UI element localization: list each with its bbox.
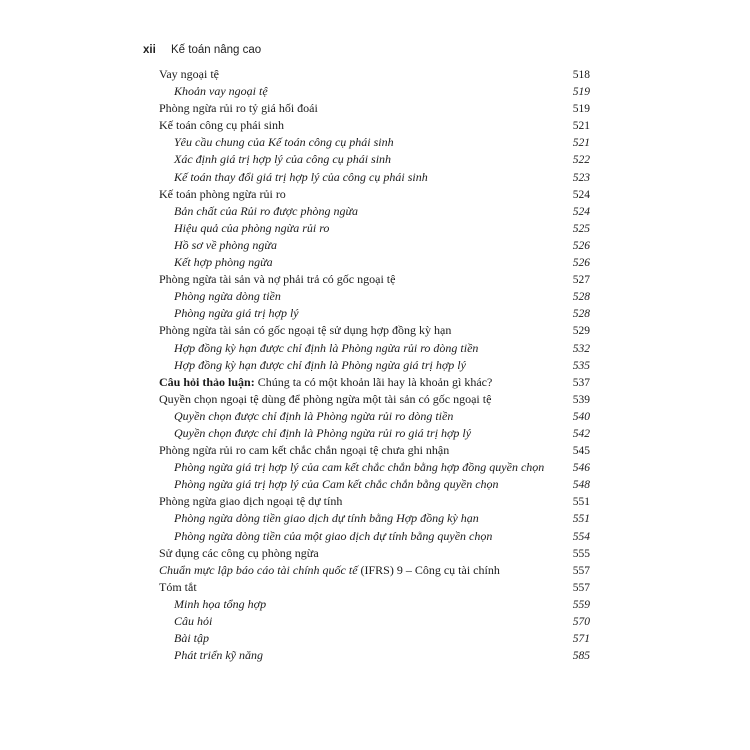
toc-subsection [159, 237, 590, 254]
toc-entry-title [174, 408, 453, 425]
toc-subsection [159, 305, 590, 322]
toc-subsection [159, 203, 590, 220]
toc-page-number: 526 [572, 257, 590, 270]
toc-section [159, 322, 590, 339]
toc-entry-text: Phòng ngừa rủi ro cam kết chắc chắn ngoại tệ chưa ghi nhận [159, 443, 450, 458]
toc-entry-text: Xác định giá trị hợp lý của công cụ phái sinh [174, 152, 392, 167]
toc-page-number: 546 [572, 462, 590, 475]
toc-entry-title [174, 340, 478, 357]
toc-entry-title [159, 545, 319, 562]
toc-page-number: 570 [572, 616, 590, 628]
toc-entry-title [159, 186, 286, 203]
toc-page-number: 535 [572, 359, 590, 372]
toc-page-number: 524 [572, 205, 590, 218]
toc-entry-title [174, 83, 268, 100]
toc-entry-title [159, 322, 451, 339]
toc-entry-text: Hồ sơ về phòng ngừa [174, 237, 277, 252]
toc-page-number: 542 [572, 427, 590, 440]
toc-entry-text: Phòng ngừa giá trị hợp lý của Cam kết chắc chắn bằng quyền chọn [174, 477, 499, 492]
toc-subsection [159, 459, 590, 476]
toc-entry-text: Quyền chọn ngoại tệ dùng để phòng ngừa một tài sản có gốc ngoại tệ [159, 391, 492, 406]
toc-subsection [159, 408, 590, 425]
toc-page-number: 559 [572, 598, 590, 611]
toc-entry-title [174, 613, 212, 630]
toc-entry-title [159, 100, 318, 117]
toc-entry-title [174, 425, 471, 442]
toc-entry-text: Phòng ngừa giá trị hợp lý [174, 306, 299, 321]
toc-section [159, 100, 590, 117]
toc-entry-text: Phòng ngừa dòng tiền [174, 289, 281, 304]
toc-entry-title [159, 493, 342, 510]
toc-entry-title [159, 442, 449, 459]
toc-entry-title [174, 528, 492, 545]
toc-section [159, 579, 590, 596]
toc-subsection [159, 254, 590, 271]
toc-page-number: 539 [572, 393, 590, 406]
toc-entry-text: Hiệu quả của phòng ngừa rủi ro [174, 220, 330, 235]
toc-page-number: 518 [572, 69, 590, 81]
toc-subsection [159, 630, 590, 647]
toc-page-number: 529 [572, 325, 590, 338]
toc-entry-text: Vay ngoại tệ [159, 67, 219, 81]
toc-entry-text: Kết hợp phòng ngừa [174, 255, 273, 270]
toc-page-number: 521 [572, 120, 590, 133]
toc-entry-title [174, 169, 428, 186]
toc-section [159, 66, 590, 83]
toc-entry-text: Yêu cầu chung của Kế toán công cụ phái sinh [174, 135, 394, 150]
toc-entry-title [159, 66, 219, 83]
toc-page-number: 522 [572, 154, 590, 167]
toc-subsection [159, 151, 590, 168]
toc-page-number: 585 [572, 650, 590, 663]
toc-subsection [159, 476, 590, 493]
toc-section [159, 186, 590, 203]
toc-entry-title [159, 391, 491, 408]
toc-entry-bold-prefix: Câu hỏi thảo luận: [159, 374, 255, 389]
toc-entry-text: Quyền chọn được chỉ định là Phòng ngừa rủi ro dòng tiền [174, 408, 454, 423]
page-number: xii [143, 44, 156, 56]
toc-entry-text: Kế toán thay đổi giá trị hợp lý của công cụ phái sinh [174, 169, 428, 184]
toc-page-number: 540 [572, 410, 590, 423]
toc-subsection [159, 169, 590, 186]
toc-page-number: 557 [572, 564, 590, 577]
toc-entry-italic-prefix: Chuẩn mực lập báo cáo tài chính quốc tế [159, 562, 358, 577]
toc-page-number: 571 [572, 633, 590, 646]
toc-entry-title [174, 647, 263, 664]
toc-entry-title [159, 579, 197, 596]
toc-subsection [159, 220, 590, 237]
toc-entry-title [174, 220, 329, 237]
toc-section [159, 493, 590, 510]
toc-entry-text: Phòng ngừa rủi ro tỷ giá hối đoái [159, 101, 318, 116]
toc-entry-title [174, 630, 209, 647]
toc-page-number: 527 [572, 274, 590, 287]
toc-entry-title [159, 271, 395, 288]
toc-subsection [159, 613, 590, 630]
table-of-contents [159, 66, 590, 664]
toc-entry-title [174, 134, 394, 151]
toc-entry-title [174, 476, 499, 493]
toc-entry-title [174, 596, 266, 613]
toc-entry-text: Kế toán phòng ngừa rủi ro [159, 186, 286, 201]
toc-entry-title [159, 562, 500, 579]
toc-page-number: 557 [572, 581, 590, 594]
toc-page-number: 545 [572, 445, 590, 458]
toc-entry-text: Câu hỏi [174, 614, 213, 628]
toc-page-number: 528 [572, 291, 590, 304]
toc-section [159, 545, 590, 562]
toc-entry-title [174, 305, 299, 322]
toc-entry-text: Phòng ngừa giá trị hợp lý của cam kết chắc chắn bằng hợp đồng quyền chọn [174, 460, 545, 475]
toc-entry-title [174, 288, 281, 305]
toc-page-number: 526 [572, 239, 590, 252]
toc-entry-text: Bản chất của Rủi ro được phòng ngừa [174, 203, 359, 218]
toc-subsection [159, 83, 590, 100]
toc-entry-text: Tóm tắt [159, 579, 197, 594]
page-header [143, 44, 261, 56]
toc-entry-title [159, 374, 492, 391]
toc-page-number: 551 [572, 496, 590, 509]
toc-page-number: 519 [572, 86, 590, 99]
toc-entry-text: Phòng ngừa tài sản có gốc ngoại tệ sử dụng hợp đồng kỳ hạn [159, 323, 452, 338]
toc-entry-title [174, 151, 391, 168]
toc-subsection [159, 596, 590, 613]
toc-subsection [159, 425, 590, 442]
toc-subsection [159, 510, 590, 527]
toc-entry-text: Minh họa tổng hợp [174, 596, 267, 611]
toc-entry-text: Phát triển kỹ năng [174, 648, 263, 663]
toc-subsection [159, 357, 590, 374]
toc-entry-title [174, 510, 479, 527]
toc-page-number: 524 [572, 188, 590, 201]
toc-subsection [159, 340, 590, 357]
toc-subsection [159, 528, 590, 545]
toc-entry-text: Phòng ngừa dòng tiền của một giao dịch dự tính bằng quyền chọn [174, 528, 493, 543]
toc-entry-text: Phòng ngừa dòng tiền giao dịch dự tính bằng Hợp đồng kỳ hạn [174, 511, 479, 526]
toc-entry-text: Chúng ta có một khoản lãi hay là khoản gì khác? [254, 374, 493, 389]
toc-page-number: 523 [572, 171, 590, 184]
toc-entry-title [174, 357, 466, 374]
toc-entry-title [174, 254, 273, 271]
toc-page-number: 555 [572, 547, 590, 560]
toc-page-number: 551 [572, 513, 590, 526]
toc-entry-text: Phòng ngừa giao dịch ngoại tệ dự tính [159, 494, 343, 509]
toc-page-number: 525 [572, 222, 590, 235]
toc-page-number: 548 [572, 479, 590, 492]
toc-page-number: 532 [572, 342, 590, 355]
toc-section [159, 391, 590, 408]
toc-subsection [159, 134, 590, 151]
toc-entry-text: Phòng ngừa tài sản và nợ phải trả có gốc ngoại tệ [159, 272, 396, 287]
toc-page-number: 537 [572, 376, 590, 389]
toc-subsection [159, 647, 590, 664]
toc-section [159, 374, 590, 391]
toc-page-number: 554 [572, 530, 590, 543]
toc-entry-text: (IFRS) 9 – Công cụ tài chính [357, 562, 500, 577]
toc-section [159, 117, 590, 134]
toc-entry-text: Bài tập [174, 631, 209, 646]
toc-entry-title [174, 203, 358, 220]
toc-page-number: 521 [572, 137, 590, 150]
toc-entry-text: Khoản vay ngoại tệ [174, 84, 268, 99]
toc-entry-title [174, 459, 544, 476]
toc-entry-text: Kế toán công cụ phái sinh [159, 118, 284, 133]
toc-section [159, 442, 590, 459]
toc-subsection [159, 288, 590, 305]
toc-entry-title [159, 117, 284, 134]
toc-page-number: 528 [572, 308, 590, 321]
toc-entry-text: Quyền chọn được chỉ định là Phòng ngừa rủi ro giá trị hợp lý [174, 425, 472, 440]
book-title: Kế toán nâng cao [171, 44, 262, 56]
toc-entry-text: Hợp đồng kỳ hạn được chỉ định là Phòng ngừa rủi ro dòng tiền [174, 340, 479, 355]
toc-entry-title [174, 237, 277, 254]
toc-entry-text: Hợp đồng kỳ hạn được chỉ định là Phòng ngừa giá trị hợp lý [174, 357, 466, 372]
toc-entry-text: Sử dụng các công cụ phòng ngừa [159, 545, 319, 560]
toc-section [159, 271, 590, 288]
toc-section [159, 562, 590, 579]
toc-page-number: 519 [572, 103, 590, 116]
